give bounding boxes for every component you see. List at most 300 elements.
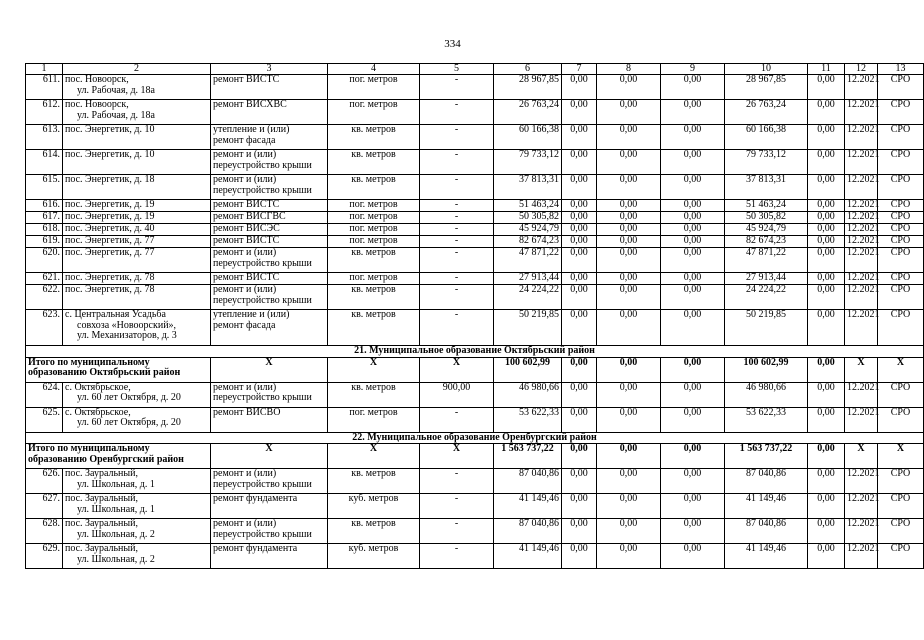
- col-7-cell: 0,00: [562, 75, 597, 100]
- work-type-line: ремонт фундамента: [213, 543, 298, 554]
- work-type-line: переустройство крыши: [213, 478, 312, 490]
- total-col-3: X: [211, 444, 328, 469]
- column-header-8: 8: [597, 64, 661, 75]
- col-10-cell: 47 871,22: [725, 248, 808, 273]
- col-10-cell: 87 040,86: [725, 469, 808, 494]
- col-10-cell: 28 967,85: [725, 75, 808, 100]
- total-col-5: X: [420, 444, 494, 469]
- method-cell: СРО: [878, 544, 924, 569]
- work-type-cell: [211, 200, 328, 212]
- col-10-cell: 79 733,12: [725, 150, 808, 175]
- column-header-10: 10: [725, 64, 808, 75]
- col-10-cell: 24 224,22: [725, 285, 808, 310]
- unit-cell: пог. метров: [328, 224, 420, 236]
- address-line: ул. 60 лет Октября, д. 20: [77, 392, 181, 403]
- total-cost-cell: 51 463,24: [494, 200, 562, 212]
- col-9-cell: 0,00: [661, 125, 725, 150]
- date-cell: 12.2021: [845, 212, 878, 224]
- col-10-cell: 60 166,38: [725, 125, 808, 150]
- total-cost-cell: 87 040,86: [494, 519, 562, 544]
- address-cell: [63, 125, 211, 150]
- total-cost-cell: 60 166,38: [494, 125, 562, 150]
- row-number: 623.: [26, 310, 63, 346]
- col-8-cell: 0,00: [597, 224, 661, 236]
- address-cell: [63, 150, 211, 175]
- address-cell: [63, 382, 211, 407]
- row-number: 616.: [26, 200, 63, 212]
- work-type-line: утепление и (или): [213, 309, 290, 320]
- total-cost-cell: 53 622,33: [494, 407, 562, 432]
- total-col-9: 0,00: [661, 444, 725, 469]
- table-row: [26, 75, 924, 100]
- date-cell: 12.2021: [845, 310, 878, 346]
- address-cell: [63, 310, 211, 346]
- total-label-line: образованию Оренбургский район: [28, 453, 184, 465]
- col-8-cell: 0,00: [597, 407, 661, 432]
- page-number: 334: [444, 38, 461, 50]
- address-line: пос. Энергетик, д. 77: [65, 247, 155, 258]
- work-type-line: ремонт ВИСТС: [213, 74, 280, 85]
- volume-cell: -: [420, 469, 494, 494]
- total-col-3: X: [211, 357, 328, 382]
- total-cost-cell: 50 305,82: [494, 212, 562, 224]
- date-cell: 12.2021: [845, 469, 878, 494]
- address-line: пос. Новоорск,: [65, 74, 129, 85]
- col-7-cell: 0,00: [562, 285, 597, 310]
- address-cell: [63, 100, 211, 125]
- col-11-cell: 0,00: [808, 519, 845, 544]
- work-type-cell: [211, 100, 328, 125]
- section-header-row: [26, 432, 924, 444]
- total-col-11: 0,00: [808, 444, 845, 469]
- table-body: [26, 64, 924, 569]
- method-cell: СРО: [878, 75, 924, 100]
- col-8-cell: 0,00: [597, 150, 661, 175]
- total-cost-cell: 47 871,22: [494, 248, 562, 273]
- address-line: пос. Энергетик, д. 40: [65, 223, 155, 234]
- total-col-13: X: [878, 444, 924, 469]
- unit-cell: пог. метров: [328, 75, 420, 100]
- address-line: совхоза «Новоорский»,: [77, 319, 177, 331]
- address-line: ул. Механизаторов, д. 3: [77, 330, 177, 341]
- address-line: пос. Зауральный,: [65, 493, 138, 504]
- row-number: 613.: [26, 125, 63, 150]
- col-9-cell: 0,00: [661, 519, 725, 544]
- table-row: [26, 200, 924, 212]
- date-cell: 12.2021: [845, 494, 878, 519]
- table-row: [26, 224, 924, 236]
- row-number: 615.: [26, 175, 63, 200]
- address-cell: [63, 494, 211, 519]
- total-label-line: Итого по муниципальному: [28, 356, 150, 368]
- col-7-cell: 0,00: [562, 273, 597, 285]
- address-line: пос. Зауральный,: [65, 518, 138, 529]
- row-number: 620.: [26, 248, 63, 273]
- col-7-cell: 0,00: [562, 150, 597, 175]
- unit-cell: кв. метров: [328, 519, 420, 544]
- address-cell: [63, 236, 211, 248]
- unit-cell: куб. метров: [328, 494, 420, 519]
- total-col-4: X: [328, 357, 420, 382]
- date-cell: 12.2021: [845, 75, 878, 100]
- col-8-cell: 0,00: [597, 494, 661, 519]
- work-type-line: ремонт ВИСВО: [213, 406, 281, 418]
- col-10-cell: 82 674,23: [725, 236, 808, 248]
- col-8-cell: 0,00: [597, 125, 661, 150]
- col-7-cell: 0,00: [562, 310, 597, 346]
- volume-cell: -: [420, 75, 494, 100]
- column-header-2: 2: [63, 64, 211, 75]
- address-line: пос. Энергетик, д. 78: [65, 272, 155, 283]
- method-cell: СРО: [878, 469, 924, 494]
- total-cost-cell: 28 967,85: [494, 75, 562, 100]
- total-col-10: 1 563 737,22: [725, 444, 808, 469]
- total-col-4: X: [328, 444, 420, 469]
- col-8-cell: 0,00: [597, 544, 661, 569]
- date-cell: 12.2021: [845, 407, 878, 432]
- volume-cell: -: [420, 544, 494, 569]
- work-type-line: ремонт и (или): [213, 284, 277, 295]
- volume-cell: -: [420, 494, 494, 519]
- column-header-11: 11: [808, 64, 845, 75]
- total-cost-cell: 87 040,86: [494, 469, 562, 494]
- col-10-cell: 27 913,44: [725, 273, 808, 285]
- column-header-6: 6: [494, 64, 562, 75]
- address-line: пос. Энергетик, д. 77: [65, 235, 155, 246]
- col-7-cell: 0,00: [562, 494, 597, 519]
- work-type-line: переустройство крыши: [213, 184, 312, 196]
- volume-cell: -: [420, 175, 494, 200]
- address-cell: [63, 469, 211, 494]
- address-line: пос. Энергетик, д. 18: [65, 174, 155, 185]
- volume-cell: -: [420, 100, 494, 125]
- row-number: 619.: [26, 236, 63, 248]
- col-9-cell: 0,00: [661, 212, 725, 224]
- row-number: 626.: [26, 469, 63, 494]
- volume-cell: 900,00: [420, 382, 494, 407]
- work-type-line: ремонт ВИСХВС: [213, 99, 287, 110]
- total-col-13: X: [878, 357, 924, 382]
- method-cell: СРО: [878, 236, 924, 248]
- col-7-cell: 0,00: [562, 224, 597, 236]
- work-type-line: ремонт и (или): [213, 468, 277, 479]
- col-11-cell: 0,00: [808, 236, 845, 248]
- unit-cell: пог. метров: [328, 273, 420, 285]
- method-cell: СРО: [878, 407, 924, 432]
- address-line: пос. Энергетик, д. 19: [65, 199, 155, 210]
- table-row: [26, 544, 924, 569]
- col-7-cell: 0,00: [562, 100, 597, 125]
- col-11-cell: 0,00: [808, 382, 845, 407]
- work-type-line: ремонт ВИСТС: [213, 272, 280, 283]
- col-8-cell: 0,00: [597, 100, 661, 125]
- col-10-cell: 50 305,82: [725, 212, 808, 224]
- date-cell: 12.2021: [845, 519, 878, 544]
- method-cell: СРО: [878, 100, 924, 125]
- total-row: [26, 444, 924, 469]
- address-line: ул. Школьная, д. 2: [77, 528, 155, 540]
- address-line: с. Октябрьское,: [65, 406, 131, 418]
- address-line: ул. Школьная, д. 1: [77, 478, 155, 490]
- col-9-cell: 0,00: [661, 248, 725, 273]
- volume-cell: -: [420, 236, 494, 248]
- unit-cell: пог. метров: [328, 212, 420, 224]
- row-number: 628.: [26, 519, 63, 544]
- date-cell: 12.2021: [845, 224, 878, 236]
- col-10-cell: 46 980,66: [725, 382, 808, 407]
- work-type-cell: [211, 75, 328, 100]
- address-line: ул. Школьная, д. 1: [77, 503, 155, 515]
- col-11-cell: 0,00: [808, 310, 845, 346]
- col-9-cell: 0,00: [661, 469, 725, 494]
- col-9-cell: 0,00: [661, 407, 725, 432]
- total-cost-cell: 50 219,85: [494, 310, 562, 346]
- volume-cell: -: [420, 200, 494, 212]
- col-7-cell: 0,00: [562, 200, 597, 212]
- column-header-1: 1: [26, 64, 63, 75]
- work-type-line: ремонт и (или): [213, 247, 277, 258]
- column-number-header: [26, 64, 924, 75]
- column-header-13: 13: [878, 64, 924, 75]
- total-col-7: 0,00: [562, 444, 597, 469]
- col-10-cell: 45 924,79: [725, 224, 808, 236]
- address-cell: [63, 75, 211, 100]
- total-cost-cell: 45 924,79: [494, 224, 562, 236]
- date-cell: 12.2021: [845, 150, 878, 175]
- work-type-cell: [211, 469, 328, 494]
- col-10-cell: 41 149,46: [725, 544, 808, 569]
- work-type-cell: [211, 407, 328, 432]
- total-cost-cell: 24 224,22: [494, 285, 562, 310]
- unit-cell: кв. метров: [328, 382, 420, 407]
- col-7-cell: 0,00: [562, 212, 597, 224]
- col-9-cell: 0,00: [661, 224, 725, 236]
- address-cell: [63, 285, 211, 310]
- col-8-cell: 0,00: [597, 519, 661, 544]
- col-9-cell: 0,00: [661, 544, 725, 569]
- work-type-cell: [211, 236, 328, 248]
- col-11-cell: 0,00: [808, 248, 845, 273]
- section-header-row: [26, 346, 924, 358]
- unit-cell: кв. метров: [328, 469, 420, 494]
- col-10-cell: 51 463,24: [725, 200, 808, 212]
- address-cell: [63, 224, 211, 236]
- col-8-cell: 0,00: [597, 273, 661, 285]
- work-type-cell: [211, 310, 328, 346]
- col-11-cell: 0,00: [808, 544, 845, 569]
- work-type-cell: [211, 125, 328, 150]
- volume-cell: -: [420, 519, 494, 544]
- address-line: с. Центральная Усадьба: [65, 309, 166, 320]
- work-type-line: утепление и (или): [213, 124, 290, 135]
- col-7-cell: 0,00: [562, 407, 597, 432]
- address-line: пос. Зауральный,: [65, 468, 138, 479]
- date-cell: 12.2021: [845, 175, 878, 200]
- work-type-line: переустройство крыши: [213, 257, 312, 269]
- unit-cell: кв. метров: [328, 248, 420, 273]
- unit-cell: кв. метров: [328, 125, 420, 150]
- method-cell: СРО: [878, 212, 924, 224]
- row-number: 627.: [26, 494, 63, 519]
- section-title: 22. Муниципальное образование Оренбургский район: [26, 432, 924, 444]
- total-col-5: X: [420, 357, 494, 382]
- work-type-cell: [211, 150, 328, 175]
- col-9-cell: 0,00: [661, 273, 725, 285]
- method-cell: СРО: [878, 200, 924, 212]
- total-cost-cell: 82 674,23: [494, 236, 562, 248]
- total-cost: 100 602,99: [494, 357, 562, 382]
- table-row: [26, 125, 924, 150]
- date-cell: 12.2021: [845, 382, 878, 407]
- address-line: пос. Энергетик, д. 10: [65, 124, 155, 135]
- table-row: [26, 519, 924, 544]
- col-9-cell: 0,00: [661, 310, 725, 346]
- work-type-line: ремонт фасада: [213, 134, 276, 146]
- total-cost-cell: 37 813,31: [494, 175, 562, 200]
- col-8-cell: 0,00: [597, 469, 661, 494]
- total-col-8: 0,00: [597, 444, 661, 469]
- table-row: [26, 100, 924, 125]
- col-11-cell: 0,00: [808, 212, 845, 224]
- col-9-cell: 0,00: [661, 494, 725, 519]
- method-cell: СРО: [878, 248, 924, 273]
- total-col-12: X: [845, 444, 878, 469]
- address-line: ул. Рабочая, д. 18а: [77, 84, 155, 96]
- work-type-line: переустройство крыши: [213, 528, 312, 540]
- work-type-cell: [211, 494, 328, 519]
- unit-cell: пог. метров: [328, 200, 420, 212]
- col-11-cell: 0,00: [808, 285, 845, 310]
- volume-cell: -: [420, 273, 494, 285]
- unit-cell: пог. метров: [328, 236, 420, 248]
- work-type-cell: [211, 519, 328, 544]
- unit-cell: кв. метров: [328, 150, 420, 175]
- total-col-8: 0,00: [597, 357, 661, 382]
- row-number: 622.: [26, 285, 63, 310]
- table-row: [26, 407, 924, 432]
- col-11-cell: 0,00: [808, 150, 845, 175]
- table-row: [26, 273, 924, 285]
- work-type-cell: [211, 544, 328, 569]
- table-row: [26, 494, 924, 519]
- address-cell: [63, 248, 211, 273]
- date-cell: 12.2021: [845, 100, 878, 125]
- col-8-cell: 0,00: [597, 236, 661, 248]
- date-cell: 12.2021: [845, 200, 878, 212]
- method-cell: СРО: [878, 285, 924, 310]
- col-10-cell: 53 622,33: [725, 407, 808, 432]
- col-8-cell: 0,00: [597, 175, 661, 200]
- unit-cell: кв. метров: [328, 175, 420, 200]
- table-row: [26, 175, 924, 200]
- work-type-cell: [211, 273, 328, 285]
- total-cost-cell: 26 763,24: [494, 100, 562, 125]
- work-type-line: ремонт фундамента: [213, 493, 298, 504]
- address-cell: [63, 273, 211, 285]
- row-number: 612.: [26, 100, 63, 125]
- col-8-cell: 0,00: [597, 248, 661, 273]
- col-8-cell: 0,00: [597, 212, 661, 224]
- address-line: пос. Зауральный,: [65, 543, 138, 554]
- work-type-line: ремонт и (или): [213, 381, 277, 393]
- col-7-cell: 0,00: [562, 125, 597, 150]
- col-10-cell: 26 763,24: [725, 100, 808, 125]
- table-row: [26, 285, 924, 310]
- address-line: пос. Энергетик, д. 78: [65, 284, 155, 295]
- work-type-cell: [211, 212, 328, 224]
- method-cell: СРО: [878, 310, 924, 346]
- unit-cell: куб. метров: [328, 544, 420, 569]
- col-8-cell: 0,00: [597, 75, 661, 100]
- row-number: 624.: [26, 382, 63, 407]
- col-9-cell: 0,00: [661, 382, 725, 407]
- volume-cell: -: [420, 212, 494, 224]
- unit-cell: пог. метров: [328, 100, 420, 125]
- col-10-cell: 41 149,46: [725, 494, 808, 519]
- method-cell: СРО: [878, 125, 924, 150]
- col-7-cell: 0,00: [562, 236, 597, 248]
- total-col-11: 0,00: [808, 357, 845, 382]
- col-7-cell: 0,00: [562, 175, 597, 200]
- work-type-cell: [211, 285, 328, 310]
- row-number: 614.: [26, 150, 63, 175]
- col-11-cell: 0,00: [808, 100, 845, 125]
- row-number: 611.: [26, 75, 63, 100]
- col-10-cell: 87 040,86: [725, 519, 808, 544]
- col-9-cell: 0,00: [661, 175, 725, 200]
- address-cell: [63, 200, 211, 212]
- volume-cell: -: [420, 407, 494, 432]
- volume-cell: -: [420, 285, 494, 310]
- work-type-cell: [211, 224, 328, 236]
- address-cell: [63, 212, 211, 224]
- table-row: [26, 469, 924, 494]
- address-line: ул. 60 лет Октября, д. 20: [77, 417, 181, 428]
- total-cost-cell: 46 980,66: [494, 382, 562, 407]
- total-label-line: образованию Октябрьский район: [28, 367, 181, 378]
- method-cell: СРО: [878, 494, 924, 519]
- col-7-cell: 0,00: [562, 519, 597, 544]
- unit-cell: пог. метров: [328, 407, 420, 432]
- col-11-cell: 0,00: [808, 407, 845, 432]
- total-cost: 1 563 737,22: [494, 444, 562, 469]
- work-type-cell: [211, 382, 328, 407]
- work-type-line: ремонт ВИСГВС: [213, 211, 286, 222]
- address-line: ул. Школьная, д. 2: [77, 553, 155, 565]
- date-cell: 12.2021: [845, 236, 878, 248]
- column-header-5: 5: [420, 64, 494, 75]
- col-9-cell: 0,00: [661, 285, 725, 310]
- total-col-9: 0,00: [661, 357, 725, 382]
- address-line: пос. Энергетик, д. 10: [65, 149, 155, 160]
- column-header-3: 3: [211, 64, 328, 75]
- method-cell: СРО: [878, 519, 924, 544]
- work-type-cell: [211, 175, 328, 200]
- volume-cell: -: [420, 125, 494, 150]
- date-cell: 12.2021: [845, 248, 878, 273]
- column-header-4: 4: [328, 64, 420, 75]
- work-type-line: переустройство крыши: [213, 159, 312, 171]
- col-8-cell: 0,00: [597, 285, 661, 310]
- col-8-cell: 0,00: [597, 382, 661, 407]
- table-row: [26, 212, 924, 224]
- column-header-9: 9: [661, 64, 725, 75]
- col-9-cell: 0,00: [661, 100, 725, 125]
- col-11-cell: 0,00: [808, 75, 845, 100]
- work-type-line: ремонт ВИСТС: [213, 235, 280, 246]
- method-cell: СРО: [878, 150, 924, 175]
- work-type-line: ремонт и (или): [213, 149, 277, 160]
